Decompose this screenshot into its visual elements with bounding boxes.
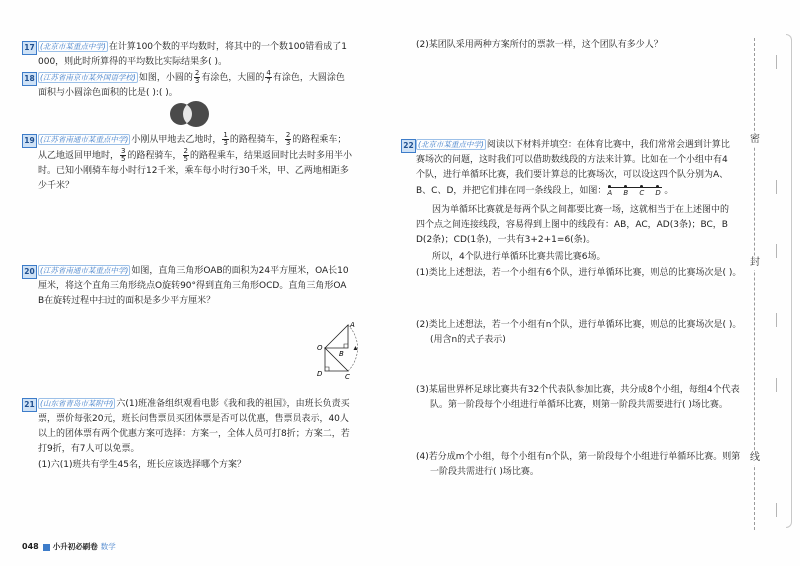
fraction <box>265 70 271 85</box>
fraction-denominator: 3 <box>223 139 228 147</box>
question-text: 在计算100个数的平均数时，将其中的一个数100错看成了1000，则此时所算得的平均数比实际结果多( )。 <box>38 42 347 67</box>
right-angle-mark <box>344 344 348 348</box>
question-22-part-1: (1)类比上述想法，若一个小组有6个队，进行单循环比赛，则总的比赛场次是( )。 <box>416 268 742 278</box>
question-number-badge: 18 <box>22 72 37 86</box>
question-text: 有涂色，大圆的 <box>201 73 265 83</box>
question-number-badge: 20 <box>22 265 37 279</box>
question-22-conclusion: 所以，4个队进行单循环比赛共需比赛6场。 <box>432 252 606 262</box>
point-label-o: O <box>317 344 323 352</box>
question-text: 的路程乘车；从乙地返回甲地时， <box>38 135 347 161</box>
question-text: 的路程骑车， <box>229 135 284 145</box>
segment-line <box>608 187 662 188</box>
question-22-part-4: (4)若分成m个小组，每个小组有n个队，第一阶段每个小组进行单循环比赛。则第一阶段共需进行( )场比赛。 <box>416 452 741 477</box>
triangle-ocd <box>325 348 348 371</box>
fraction-denominator: 5 <box>121 155 126 163</box>
question-source-tag: (北京市某重点中学) <box>418 140 484 149</box>
fraction-numerator: 2 <box>285 131 291 139</box>
fraction <box>222 132 228 147</box>
question-text: 如图，小圆的 <box>138 73 193 83</box>
question-text: 的路程骑车， <box>127 151 182 161</box>
margin-blank-line <box>776 180 777 194</box>
binding-mark-xian: 线 <box>750 452 760 463</box>
book-icon <box>43 544 50 551</box>
point-label-a: A <box>350 321 355 329</box>
fraction-numerator: 1 <box>223 131 228 139</box>
margin-blank-line <box>776 244 777 258</box>
point-label-d: D <box>317 370 323 378</box>
question-22-explanation: 因为单循环比赛就是每两个队之间都要比赛一场，这就相当于在上述图中的四个点之间连接线段，容易得到上图中的线段有：AB，AC，AD(3条)；BC，BD(2条)；CD(1条)，一共有3+2+1=6(条)。 <box>416 205 730 245</box>
question-21-part-2: (2)某团队采用两种方案所付的票款一样，这个团队有多少人？ <box>416 40 663 50</box>
question-18 <box>38 70 352 101</box>
margin-blank-line <box>776 313 777 327</box>
page-footer <box>22 541 116 553</box>
rotated-triangle-figure <box>310 318 360 380</box>
triangle-oab <box>325 325 348 348</box>
question-text: 阅读以下材料并填空：在体育比赛中，我们常常会遇到计算比赛场次的问题，这时我们可以借助数线段的方法来计算。比如在一个小组中有4个队，进行单循环比赛，我们要计算总的比赛场次，可以设这四个队分别为A、B、C、D，并把它们排在同一条线段上，如图： <box>416 140 730 196</box>
question-22-part-2: (2)类比上述想法，若一个小组有n个队，进行单循环比赛，则总的比赛场次是( )。(用含n的式子表示) <box>416 320 742 345</box>
segment-diagram <box>606 183 664 198</box>
fraction-denominator: 3 <box>285 139 291 147</box>
question-text: 。 <box>664 186 674 196</box>
question-source-tag: (江苏省南通市某重点中学) <box>40 135 129 144</box>
question-text: 小刚从甲地去乙地时， <box>131 135 222 145</box>
fraction <box>120 148 126 163</box>
question-22-part-3: (3)某届世界杯足球比赛共有32个代表队参加比赛，共分成8个小组，每组4个代表队。第一阶段每个小组进行单循环比赛，则第一阶段共需要进行( )场比赛。 <box>416 385 740 410</box>
question-21-part-1: (1)六(1)班共有学生45名，班长应该选择哪个方案？ <box>38 460 246 470</box>
fraction <box>285 132 291 147</box>
fraction-numerator: 2 <box>194 69 200 77</box>
question-20 <box>38 263 352 309</box>
margin-blank-line <box>776 503 777 517</box>
question-22-intro <box>416 137 734 199</box>
rotation-arrow-icon <box>354 346 358 350</box>
subject-label: 数学 <box>100 542 116 551</box>
page-number: 048 <box>22 542 39 551</box>
fraction-numerator: 2 <box>183 147 188 155</box>
right-angle-mark <box>325 367 329 371</box>
question-19 <box>38 132 352 194</box>
question-number-badge: 22 <box>401 139 416 153</box>
question-17 <box>38 39 352 70</box>
question-text: 有涂色，大圆涂色面积与小圆涂色面积的比是( ):( )。 <box>38 73 345 98</box>
margin-blank-line <box>776 55 777 69</box>
fraction-numerator: 4 <box>266 69 271 77</box>
overlapping-circles-figure <box>168 99 212 129</box>
segment-point-label: D <box>655 189 661 197</box>
question-text: 如图，直角三角形OAB的面积为24平方厘米，OA长10厘米，将这个直角三角形绕点O旋转90°得到直角三角形OCD。直角三角形OAB在旋转过程中扫过的面积是多少平方厘米？ <box>38 266 349 306</box>
question-source-tag: (江苏省南通市某重点中学) <box>40 266 129 275</box>
question-source-tag: (北京市某重点中学) <box>40 42 106 51</box>
fraction <box>194 70 200 85</box>
fraction-denominator: 7 <box>266 77 271 85</box>
fraction-denominator: 3 <box>194 77 200 85</box>
question-number-badge: 21 <box>22 398 37 412</box>
question-21 <box>38 396 352 457</box>
point-label-b: B <box>339 350 344 358</box>
binding-mark-feng: 封 <box>750 257 760 268</box>
binding-mark-mi: 密 <box>750 134 760 145</box>
margin-blank-line <box>776 378 777 392</box>
segment-point-label: C <box>639 189 645 197</box>
fraction-denominator: 5 <box>183 155 188 163</box>
question-number-badge: 19 <box>22 134 37 148</box>
question-number-badge: 17 <box>22 41 37 55</box>
page-edge <box>786 34 792 528</box>
book-title: 小升初必刷卷 <box>52 542 98 551</box>
question-text: 六(1)班准备组织观看电影《我和我的祖国》，由班长负责买票，票价每张20元，班长问售票员买团体票是否可以优惠，售票员表示，40人以上的团体票有两个优惠方案可选择：方案一，全体人员可打8折；方案二，若打9折，有7人可以免票。 <box>38 399 350 454</box>
fraction-numerator: 3 <box>121 147 126 155</box>
segment-point-label: B <box>623 189 629 197</box>
question-text: 的路程乘车，结果返回时比去时多用半小时。已知小刚骑车每小时行12千米，乘车每小时行30千米，甲、乙两地相距多少千米？ <box>38 151 352 191</box>
question-source-tag: (山东省青岛市某附中) <box>40 399 114 408</box>
question-source-tag: (江苏省南京市某外国语学校) <box>40 73 136 82</box>
segment-point-label: A <box>607 189 613 197</box>
fraction <box>183 148 189 163</box>
point-label-c: C <box>345 373 350 380</box>
